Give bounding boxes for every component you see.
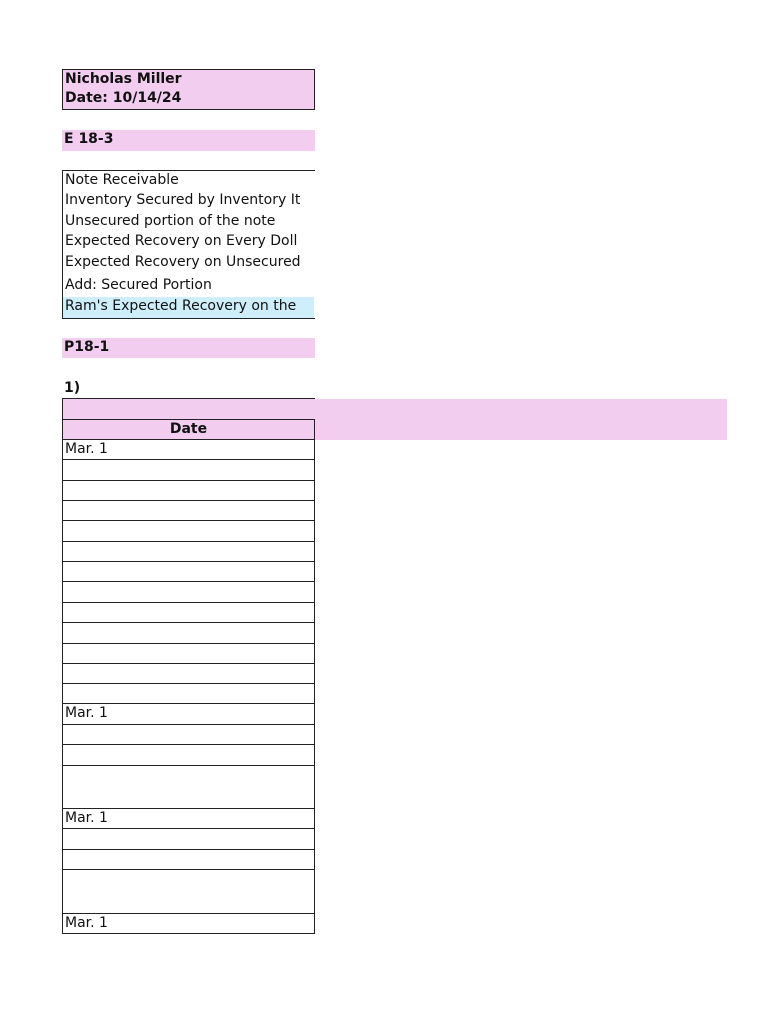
date-cell (62, 829, 315, 850)
date-cell (62, 664, 315, 684)
e18-3-row: Expected Recovery on Unsecured (65, 254, 301, 270)
header-date: Date: 10/14/24 (65, 90, 182, 106)
date-cell (62, 623, 315, 644)
date-cell (62, 870, 315, 914)
header-block (62, 69, 315, 110)
date-cell (62, 684, 315, 704)
date-cell: Mar. 1 (62, 704, 315, 725)
date-cell (62, 644, 315, 664)
table-title-band (62, 398, 315, 419)
student-name: Nicholas Miller (65, 71, 182, 87)
date-cell (62, 582, 315, 603)
section-title-p18-1: P18-1 (62, 338, 315, 358)
part-label: 1) (64, 380, 81, 396)
e18-3-row: Unsecured portion of the note (65, 213, 276, 229)
date-cell (62, 481, 315, 501)
section-title-e18-3: E 18-3 (62, 130, 315, 151)
date-cell (62, 542, 315, 562)
date-cell (62, 745, 315, 766)
table-title-band-extension (315, 399, 727, 440)
date-cell (62, 766, 315, 809)
date-cell: Mar. 1 (62, 809, 315, 829)
date-cell (62, 521, 315, 542)
e18-3-row: Add: Secured Portion (65, 277, 212, 293)
e18-3-row: Expected Recovery on Every Doll (65, 233, 298, 249)
e18-3-total-row: Ram's Expected Recovery on the (63, 297, 314, 318)
date-cell (62, 501, 315, 521)
date-cell (62, 725, 315, 745)
date-cell (62, 603, 315, 623)
date-cell (62, 562, 315, 582)
date-cell: Mar. 1 (62, 440, 315, 460)
date-cell (62, 850, 315, 870)
date-cell (62, 460, 315, 481)
e18-3-row: Note Receivable (65, 172, 179, 188)
date-column-header: Date (62, 419, 315, 440)
date-cell: Mar. 1 (62, 914, 315, 934)
e18-3-row: Inventory Secured by Inventory It (65, 192, 301, 208)
